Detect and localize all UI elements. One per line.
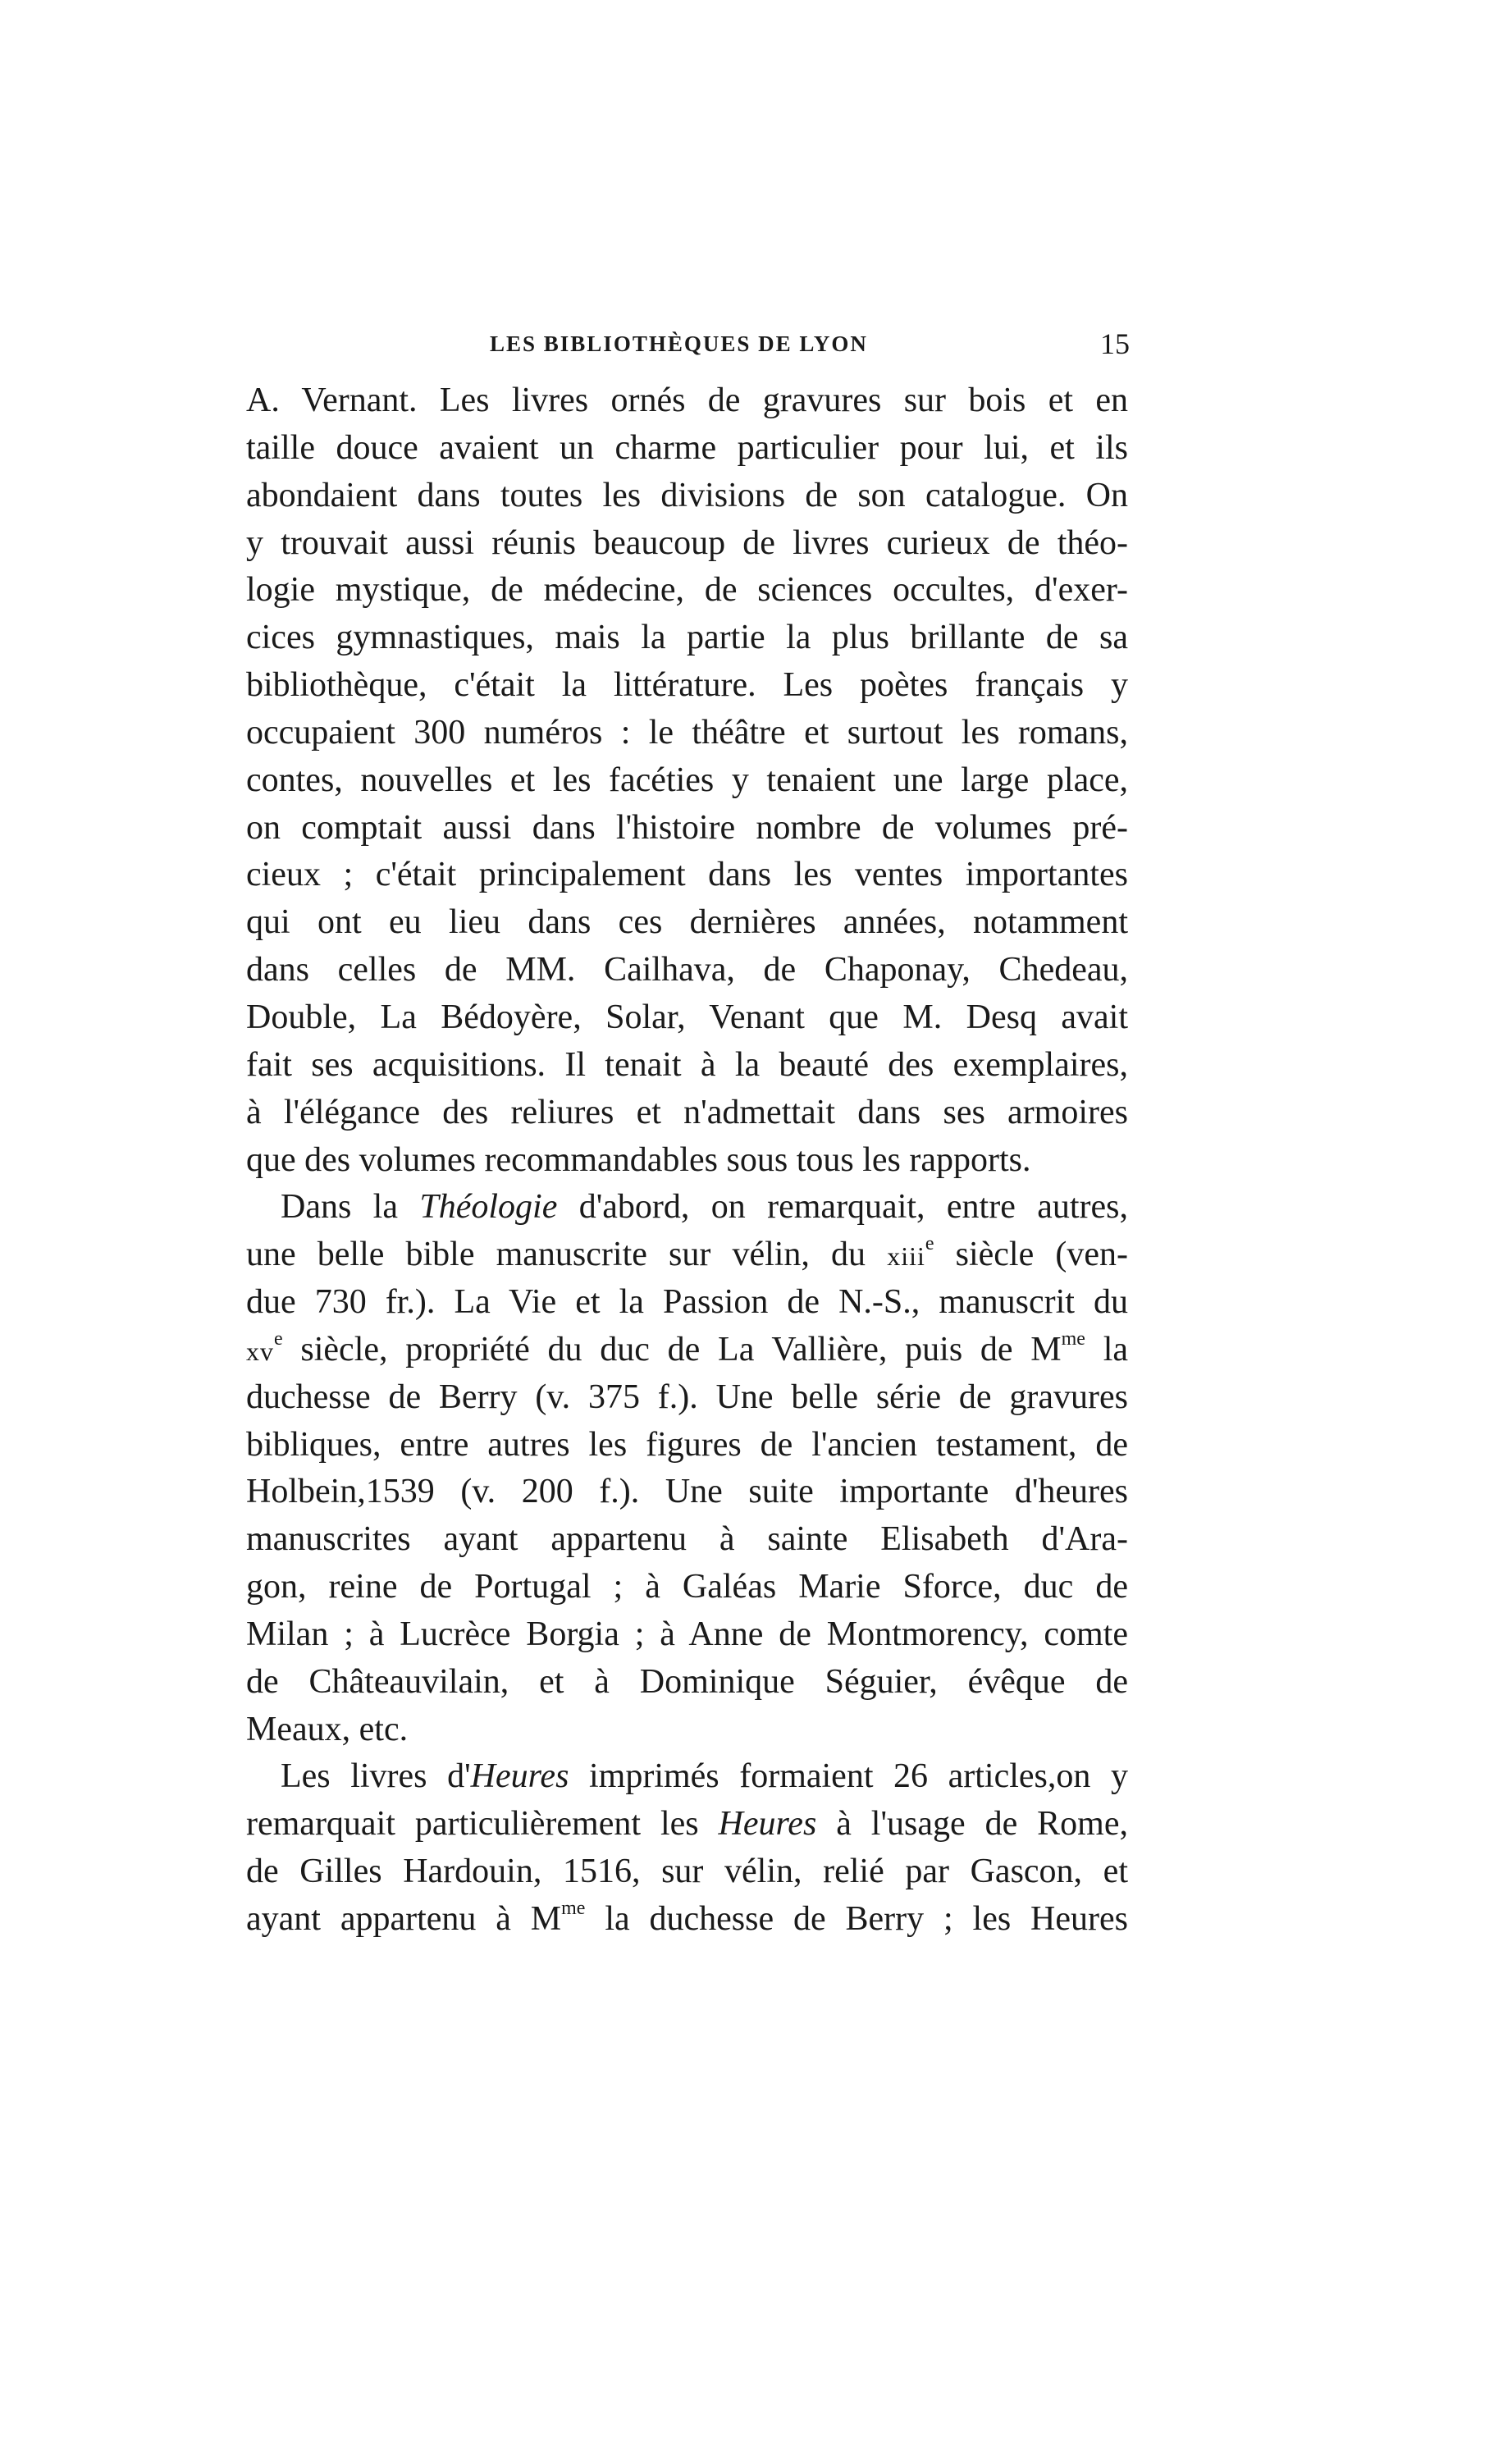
text-line: due 730 fr.). La Vie et la Passion de N.-S., manuscrit du xyxy=(246,1283,1128,1322)
text-run: une belle bible manuscrite sur vélin, du xyxy=(246,1236,888,1274)
text-run: la xyxy=(1085,1330,1128,1368)
text-line: fait ses acquisitions. Il tenait à la beauté des exemplaires, xyxy=(246,1045,1128,1084)
text-line: abondaient dans toutes les divisions de son catalogue. On xyxy=(246,476,1128,514)
text-run: imprimés formaient 26 articles,on y xyxy=(569,1757,1128,1796)
text-line: Milan ; à Lucrèce Borgia ; à Anne de Montmorency, comte xyxy=(246,1615,1128,1653)
text-line: on comptait aussi dans l'histoire nombre de volumes pré- xyxy=(246,808,1128,847)
text-line: taille douce avaient un charme particulier pour lui, et ils xyxy=(246,428,1128,467)
text-line: cieux ; c'était principalement dans les ventes importantes xyxy=(246,856,1128,894)
text-line: Double, La Bédoyère, Solar, Venant que M. Desq avait xyxy=(246,998,1128,1036)
text-line xyxy=(246,1801,1128,1848)
running-head xyxy=(244,327,1130,368)
superscript: me xyxy=(1061,1327,1085,1350)
text-run: siècle (ven- xyxy=(934,1236,1128,1274)
text-line: bibliques, entre autres les figures de l'ancien testament, de xyxy=(246,1425,1128,1464)
small-caps-numeral: xiii xyxy=(887,1241,925,1272)
text-line: manuscrites ayant appartenu à sainte Elisabeth d'Ara- xyxy=(246,1520,1128,1559)
text-line: duchesse de Berry (v. 375 f.). Une belle série de gravures xyxy=(246,1378,1128,1416)
text-line: qui ont eu lieu dans ces dernières années, notamment xyxy=(246,903,1128,942)
text-run: d'abord, on remarquait, entre autres, xyxy=(557,1188,1128,1227)
running-title: LES BIBLIOTHÈQUES DE LYON xyxy=(490,331,868,356)
text-line xyxy=(246,1896,1128,1944)
text-line: A. Vernant. Les livres ornés de gravures sur bois et en xyxy=(246,382,1128,419)
superscript: me xyxy=(561,1898,586,1919)
text-line: bibliothèque, c'était la littérature. Les poètes français y xyxy=(246,666,1128,705)
text-line xyxy=(246,1327,1128,1374)
text-line: de Gilles Hardouin, 1516, sur vélin, relié par Gascon, et xyxy=(246,1853,1128,1891)
text-line: cices gymnastiques, mais la partie la plus brillante de sa xyxy=(246,619,1128,657)
text-line xyxy=(246,1231,1128,1279)
text-line: y trouvait aussi réunis beaucoup de livres curieux de théo- xyxy=(246,523,1128,562)
superscript: e xyxy=(274,1327,283,1350)
superscript: e xyxy=(925,1233,934,1255)
paragraph-start xyxy=(246,1753,1128,1801)
text-run: Les livres d' xyxy=(281,1757,471,1796)
text-run: Dans la xyxy=(281,1188,420,1227)
text-line: à l'élégance des reliures et n'admettait dans ses armoires xyxy=(246,1093,1128,1131)
text-line: que des volumes recommandables sous tous les rapports. xyxy=(246,1140,1031,1179)
text-run: ayant appartenu à M xyxy=(246,1900,562,1938)
text-line: de Châteauvilain, et à Dominique Séguier, évêque de xyxy=(246,1662,1128,1701)
text-line: dans celles de MM. Cailhava, de Chaponay, Chedeau, xyxy=(246,951,1128,989)
text-line: occupaient 300 numéros : le théâtre et surtout les romans, xyxy=(246,713,1128,752)
text-run: à l'usage de Rome, xyxy=(816,1805,1128,1844)
paragraph-start xyxy=(246,1184,1128,1231)
text-line: Meaux, etc. xyxy=(246,1710,409,1748)
text-run: la duchesse de Berry ; les Heures xyxy=(585,1900,1128,1938)
text-run: siècle, propriété du duc de La Vallière, puis de M xyxy=(282,1330,1062,1368)
text-line: Holbein,1539 (v. 200 f.). Une suite importante d'heures xyxy=(246,1473,1128,1511)
text-line: contes, nouvelles et les facéties y tenaient une large place, xyxy=(246,761,1128,799)
italic-term: Heures xyxy=(470,1757,569,1796)
text-line: logie mystique, de médecine, de sciences occultes, d'exer- xyxy=(246,571,1128,610)
italic-term: Heures xyxy=(718,1805,817,1844)
page-number: 15 xyxy=(1100,327,1130,360)
small-caps-numeral: xv xyxy=(246,1336,274,1366)
body-text xyxy=(246,377,1128,1944)
italic-term: Théologie xyxy=(419,1188,558,1227)
text-run: remarquait particulièrement les xyxy=(246,1805,719,1844)
text-line: gon, reine de Portugal ; à Galéas Marie Sforce, duc de xyxy=(246,1568,1128,1606)
